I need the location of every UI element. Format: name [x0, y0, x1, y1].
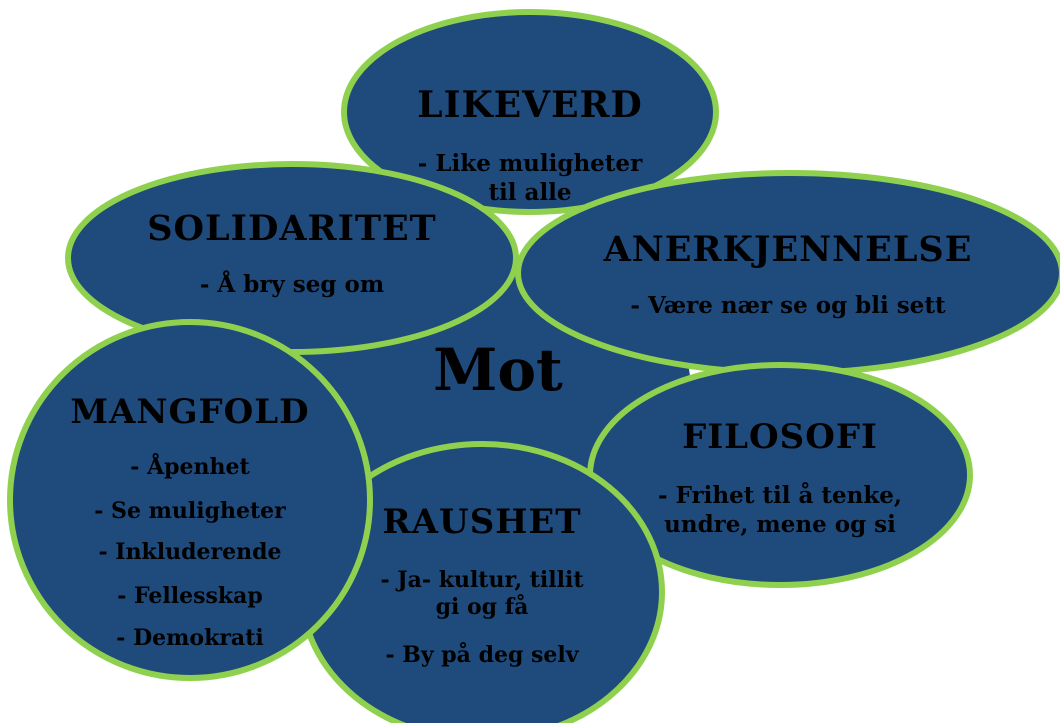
- node-mangfold-line-4: - Fellesskap: [117, 583, 263, 609]
- node-solidaritet-title: SOLIDARITET: [147, 208, 437, 249]
- node-raushet-line-2: gi og få: [435, 594, 529, 620]
- node-solidaritet: [68, 164, 516, 352]
- node-anerkjennelse-title: ANERKJENNELSE: [603, 229, 973, 270]
- center-label: Mot: [433, 336, 563, 404]
- node-filosofi-line-1: - Frihet til å tenke,: [658, 482, 902, 509]
- node-mangfold-line-2: - Se muligheter: [94, 498, 286, 524]
- node-mangfold-title: MANGFOLD: [70, 392, 310, 432]
- node-filosofi-title: FILOSOFI: [682, 417, 878, 457]
- node-likeverd-line-1: - Like muligheter: [417, 150, 643, 177]
- node-mangfold-line-3: - Inkluderende: [98, 539, 282, 565]
- node-mangfold: [10, 322, 370, 678]
- node-mangfold-line-5: - Demokrati: [116, 625, 264, 651]
- node-solidaritet-line-1: - Å bry seg om: [199, 271, 385, 298]
- node-anerkjennelse-shape: [518, 173, 1060, 373]
- node-mangfold-line-1: - Åpenhet: [130, 454, 250, 480]
- node-raushet-line-3: - By på deg selv: [385, 642, 579, 668]
- node-likeverd-line-2: til alle: [488, 179, 572, 206]
- node-raushet-title: RAUSHET: [382, 502, 582, 542]
- node-likeverd-title: LIKEVERD: [417, 84, 643, 126]
- node-anerkjennelse-line-1: - Være nær se og bli sett: [630, 292, 946, 319]
- node-anerkjennelse: [518, 173, 1060, 373]
- node-filosofi-line-2: undre, mene og si: [664, 511, 896, 538]
- node-raushet-line-1: - Ja- kultur, tillit: [380, 567, 584, 593]
- node-solidaritet-shape: [68, 164, 516, 352]
